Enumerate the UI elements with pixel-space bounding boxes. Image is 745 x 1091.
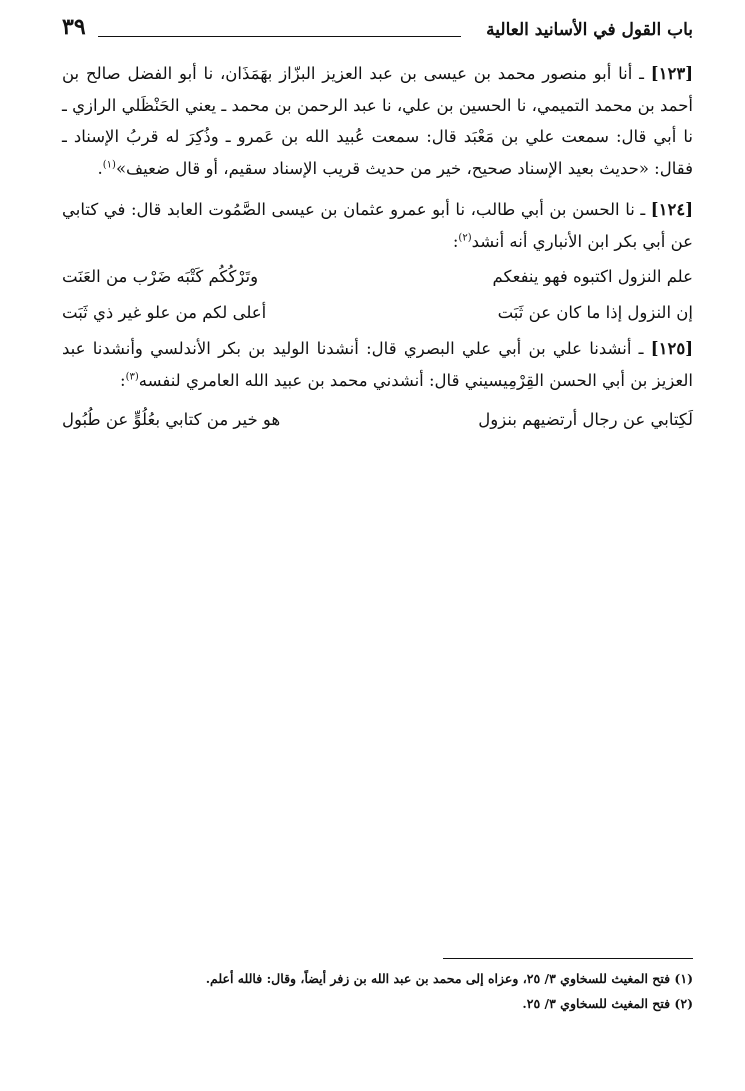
page-body bbox=[62, 58, 693, 438]
footnote-ref: (٢) bbox=[458, 232, 472, 243]
verse-second-hemistich: وتَرْكُكُم كَتْبَه ضَرْب من العَنَت bbox=[62, 267, 259, 286]
footnote-separator bbox=[443, 958, 693, 959]
paragraph-text: ـ أنشدنا علي بن أبي علي البصري قال: أنشدنا الوليد بن بكر الأندلسي وأنشدنا عبد العزيز بن أبي الحسن القِرْمِيسيني قال: أنشدني محمد بن عبيد الله العامري لنفسه bbox=[62, 339, 693, 390]
running-header bbox=[62, 14, 693, 44]
footnote-1: (١) فتح المغيث للسخاوي ٣/ ٢٥، وعزاه إلى محمد بن عبد الله بن زفر أيضاً، وقال: فالله أعلم. bbox=[205, 971, 693, 986]
verse-second-hemistich: أعلى لكم من علو غير ذي ثَبَت bbox=[62, 303, 267, 322]
entry-number: [١٢٤] bbox=[650, 200, 693, 219]
paragraph-124 bbox=[62, 194, 693, 257]
chapter-title: باب القول في الأسانيد العالية bbox=[486, 20, 693, 40]
verse-line bbox=[62, 402, 693, 438]
footnote-ref: (١) bbox=[102, 159, 116, 170]
footnote-2: (٢) فتح المغيث للسخاوي ٣/ ٢٥. bbox=[522, 996, 693, 1011]
page-number: ٣٩ bbox=[62, 14, 86, 40]
paragraph-123 bbox=[62, 58, 693, 184]
verse-line bbox=[62, 295, 693, 331]
paragraph-tail: : bbox=[120, 370, 126, 390]
entry-number: [١٢٣] bbox=[650, 64, 693, 83]
footnotes bbox=[62, 966, 693, 1016]
verse-first-hemistich: إن النزول إذا ما كان عن ثَبَت bbox=[497, 303, 693, 322]
entry-number: [١٢٥] bbox=[650, 339, 693, 358]
paragraph-125 bbox=[62, 333, 693, 396]
footnote-ref: (٣) bbox=[125, 371, 139, 382]
paragraph-tail: . bbox=[97, 158, 103, 178]
verse-second-hemistich: هو خير من كتابي بعُلُوٍّ عن طُبُول bbox=[62, 410, 281, 429]
paragraph-text: ـ نا الحسن بن أبي طالب، نا أبو عمرو عثمان بن عيسى الصَّمُوت العابد قال: في كتابي عن أبي بكر ابن الأنباري أنه أنشد bbox=[62, 200, 693, 251]
verse-line bbox=[62, 259, 693, 295]
verse-first-hemistich: لَكِتابي عن رجال أرتضيهم بنزول bbox=[478, 410, 693, 429]
verse-first-hemistich: علم النزول اكتبوه فهو ينفعكم bbox=[492, 267, 693, 286]
header-rule bbox=[98, 36, 461, 37]
paragraph-text: ـ أنا أبو منصور محمد بن عيسى بن عبد العزيز البزّاز بهَمَذَان، نا أبو الفضل صالح بن أحمد بن محمد التميمي، نا الحسين بن علي، نا عبد الرحمن بن محمد ـ يعني الحَنْظَلي الرازي ـ نا أبي قال: سمعت علي بن مَعْبَد قال: سمعت عُبيد الله بن عَمرو ـ وذُكِرَ له قربُ الإسناد ـ فقال: «حديث بعيد الإسناد صحيح، خير من حديث قريب الإسناد سقيم، أو قال ضعيف» bbox=[62, 64, 693, 178]
paragraph-tail: : bbox=[452, 231, 459, 251]
